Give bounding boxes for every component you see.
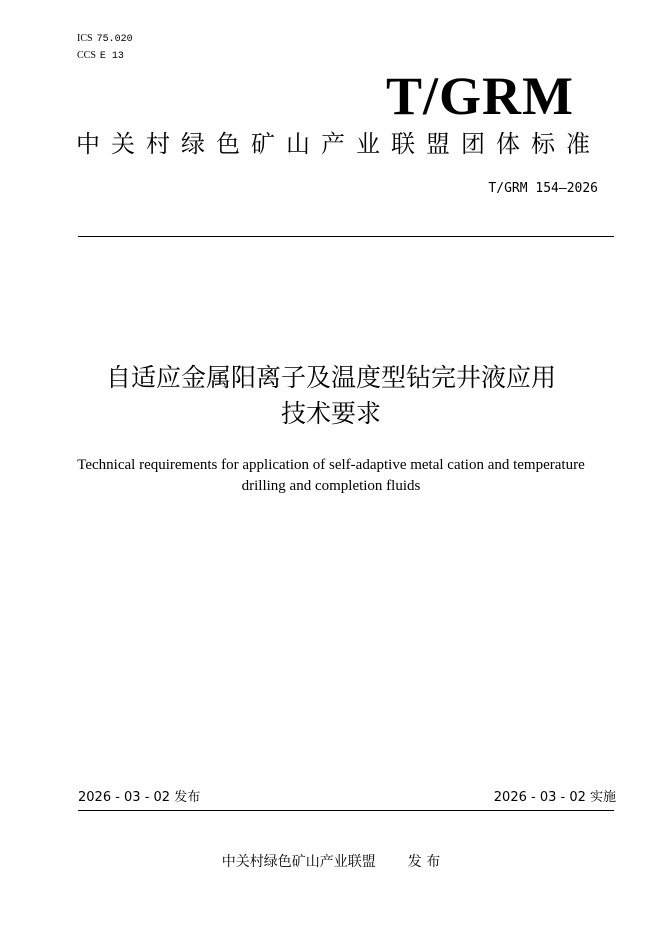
- publisher-action: 发 布: [407, 854, 441, 870]
- ccs-label: CCS: [77, 50, 96, 61]
- title-chinese-line2: 技术要求: [280, 399, 381, 428]
- bottom-divider: [78, 810, 614, 811]
- publisher-line: [0, 852, 662, 872]
- ccs-classification: [77, 50, 124, 63]
- organization-name: 中关村绿色矿山产业联盟团体标准: [76, 130, 601, 158]
- title-chinese-line1: 自适应金属阳离子及温度型钻完井液应用: [105, 363, 556, 392]
- implementation-date: 2026 - 03 - 02 实施: [493, 790, 616, 805]
- standard-number: T/GRM 154—2026: [488, 181, 598, 196]
- standard-logo: T/GRM: [386, 66, 574, 126]
- publisher-name: 中关村绿色矿山产业联盟: [221, 854, 376, 870]
- top-divider: [78, 236, 614, 237]
- title-english-line1: Technical requirements for application of self-adaptive metal cation and temperature: [77, 457, 585, 473]
- ics-classification: [77, 33, 133, 46]
- title-english-line2: drilling and completion fluids: [241, 478, 421, 494]
- ics-code: 75.020: [96, 34, 133, 45]
- ccs-code: E 13: [99, 51, 124, 62]
- issue-date: 2026 - 03 - 02 发布: [78, 790, 201, 805]
- ics-label: ICS: [77, 33, 93, 44]
